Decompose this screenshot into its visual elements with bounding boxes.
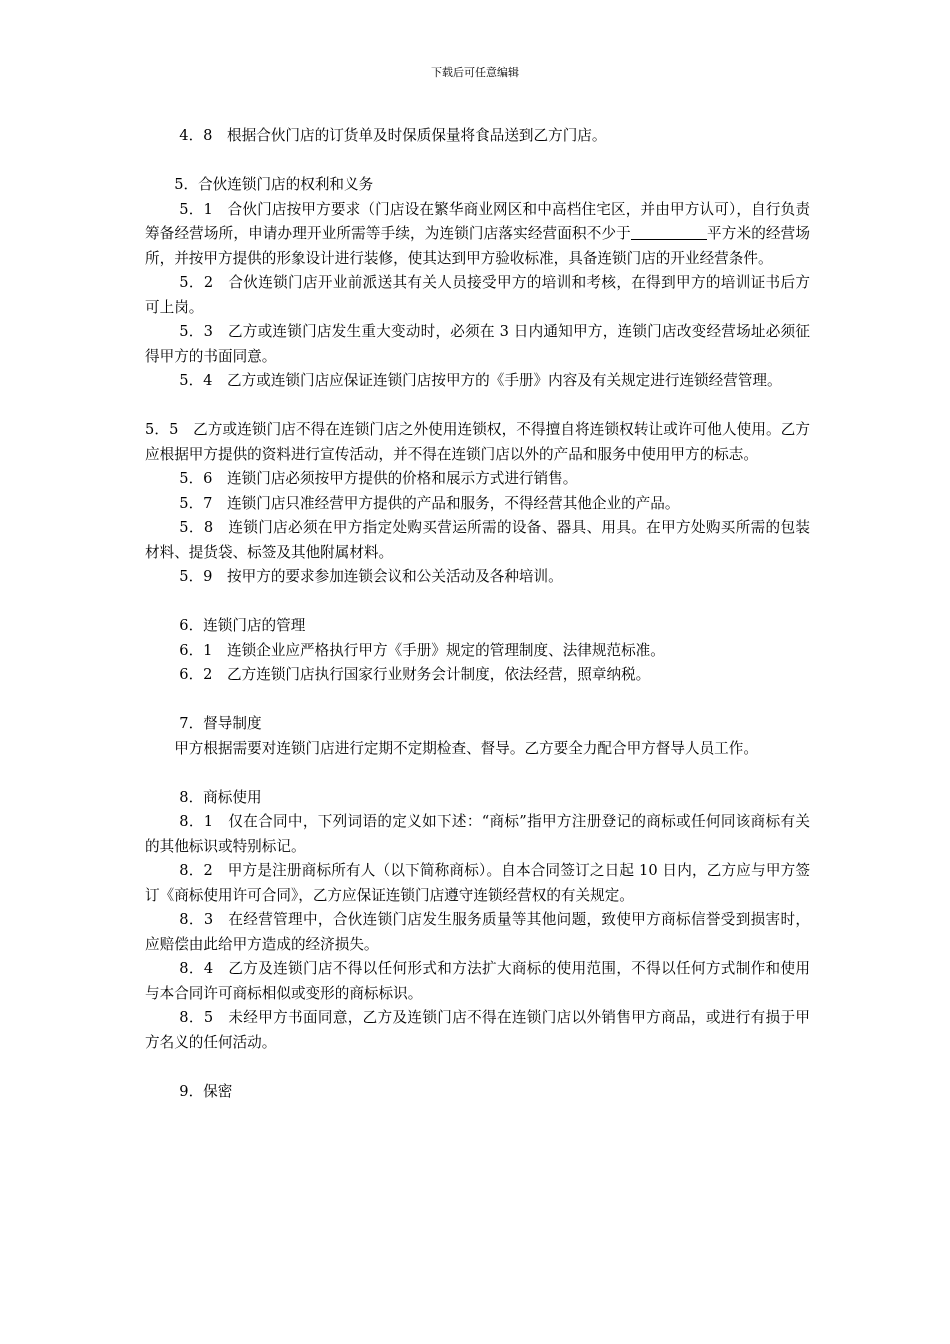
section-7-text: 甲方根据需要对连锁门店进行定期不定期检查、督导。乙方要全力配合甲方督导人员工作。 <box>174 739 758 757</box>
clause-8-2: 8．2 甲方是注册商标所有人（以下简称商标）。自本合同签订之日起 10 日内，乙方应与甲方签订《商标使用许可合同》，乙方应保证连锁门店遵守连锁经营权的有关规定。 <box>145 862 810 904</box>
clause-5-7: 5．7 连锁门店只准经营甲方提供的产品和服务，不得经营其他企业的产品。 <box>179 494 680 512</box>
clause-5-8: 5．8 连锁门店必须在甲方指定处购买营运所需的设备、器具、用具。在甲方处购买所需的包装材料、提货袋、标签及其他附属材料。 <box>145 519 810 561</box>
section-9-heading: 9．保密 <box>179 1082 233 1100</box>
clause-6-1: 6．1 连锁企业应严格执行甲方《手册》规定的管理制度、法律规范标准。 <box>179 641 665 659</box>
clause-5-5: 5．5 乙方或连锁门店不得在连锁门店之外使用连锁权，不得擅自将连锁权转让或许可他人使用。乙方应根据甲方提供的资料进行宣传活动，并不得在连锁门店以外的产品和服务中使用甲方的标志。 <box>145 421 810 463</box>
clause-5-1-text-b: 平方米的经营场所，并按甲方提供的形象设计进行装修，使其达到甲方验收标准，具备连锁门店的开业经营条件。 <box>145 225 810 267</box>
spacer <box>145 149 810 174</box>
clause-5-6: 5．6 连锁门店必须按甲方提供的价格和展示方式进行销售。 <box>179 470 578 487</box>
clause-8-5: 8．5 未经甲方书面同意，乙方及连锁门店不得在连锁门店以外销售甲方商品，或进行有损于甲方名义的任何活动。 <box>145 1009 810 1051</box>
spacer <box>145 590 810 615</box>
clause-5-4: 5．4 乙方或连锁门店应保证连锁门店按甲方的《手册》内容及有关规定进行连锁经营管理。 <box>179 372 782 389</box>
clause-5-3: 5．3 乙方或连锁门店发生重大变动时，必须在 3 日内通知甲方，连锁门店改变经营场址必须征得甲方的书面同意。 <box>145 323 810 365</box>
clause-8-3: 8．3 在经营管理中，合伙连锁门店发生服务质量等其他问题，致使甲方商标信誉受到损害时，应赔偿由此给甲方造成的经济损失。 <box>145 911 810 953</box>
section-5-heading: 5．合伙连锁门店的权利和义务 <box>174 176 374 193</box>
spacer <box>145 1055 810 1080</box>
spacer <box>145 688 810 713</box>
spacer <box>145 761 810 786</box>
document-body <box>145 124 810 1104</box>
section-6-heading: 6．连锁门店的管理 <box>179 617 306 634</box>
clause-5-1-text-a: 5．1 合伙门店按甲方要求（门店设在繁华商业网区和中高档住宅区，并由甲方认可），自行负责筹备经营场所，申请办理开业所需等手续，为连锁门店落实经营面积不少于 <box>145 200 810 242</box>
clause-5-1 <box>145 198 810 272</box>
clause-8-4: 8．4 乙方及连锁门店不得以任何形式和方法扩大商标的使用范围，不得以任何方式制作和使用与本合同许可商标相似或变形的商标标识。 <box>145 960 810 1002</box>
spacer <box>145 394 810 419</box>
clause-5-2: 5．2 合伙连锁门店开业前派送其有关人员接受甲方的培训和考核，在得到甲方的培训证书后方可上岗。 <box>145 274 810 316</box>
clause-5-9: 5．9 按甲方的要求参加连锁会议和公关活动及各种培训。 <box>179 568 563 585</box>
clause-4-8: 4．8 根据合伙门店的订货单及时保质保量将食品送到乙方门店。 <box>179 127 607 144</box>
blank-line <box>631 225 707 240</box>
clause-8-1: 8．1 仅在合同中，下列词语的定义如下述：“商标”指甲方注册登记的商标或任何同该商标有关的其他标识或特别标记。 <box>145 813 810 855</box>
page-header: 下载后可任意编辑 <box>431 66 519 79</box>
section-7-heading: 7．督导制度 <box>179 715 262 732</box>
section-8-heading: 8．商标使用 <box>179 788 262 806</box>
clause-6-2: 6．2 乙方连锁门店执行国家行业财务会计制度，依法经营，照章纳税。 <box>179 666 651 683</box>
